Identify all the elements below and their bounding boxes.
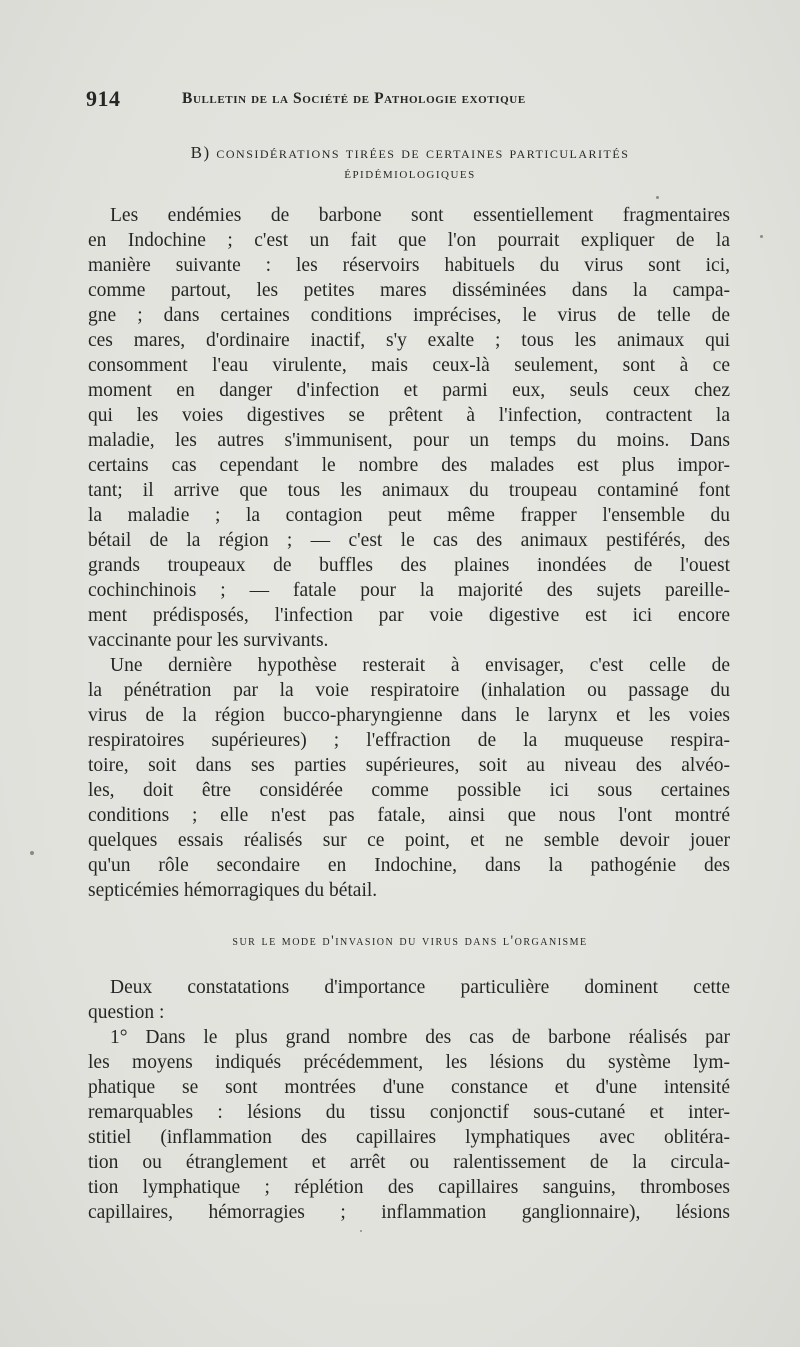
text-line: capillaires, hémorragies ; inflammation ganglionnaire), lésions (88, 1202, 730, 1223)
text-line: Une dernière hypothèse resterait à envisager, c'est celle de (110, 655, 730, 676)
text-line: 1° Dans le plus grand nombre des cas de barbone réalisés par (110, 1027, 730, 1048)
section-b-heading-line1: B) considérations tirées de certaines particularités (190, 143, 630, 162)
text-line: qui les voies digestives se prêtent à l'infection, contractent la (88, 405, 730, 426)
text-line: toire, soit dans ses parties supérieures, soit au niveau des alvéo- (88, 755, 730, 776)
text-line: gne ; dans certaines conditions imprécises, le virus de telle de (88, 305, 730, 326)
text-line: consomment l'eau virulente, mais ceux-là seulement, sont à ce (88, 355, 730, 376)
text-line: virus de la région bucco-pharyngienne dans le larynx et les voies (88, 705, 730, 726)
text-line: moment en danger d'infection et parmi eux, seuls ceux chez (88, 380, 730, 401)
text-line: Deux constatations d'importance particulière dominent cette (110, 977, 730, 998)
text-line: les moyens indiqués précédemment, les lésions du système lym- (88, 1052, 730, 1073)
text-line: la maladie ; la contagion peut même frapper l'ensemble du (88, 505, 730, 526)
text-line: en Indochine ; c'est un fait que l'on pourrait expliquer de la (88, 230, 730, 251)
text-line: respiratoires supérieures) ; l'effraction de la muqueuse respira- (88, 730, 730, 751)
text-line: tion ou étranglement et arrêt ou ralentissement de la circula- (88, 1152, 730, 1173)
text-line: phatique se sont montrées d'une constance et d'une intensité (88, 1077, 730, 1098)
text-line: remarquables : lésions du tissu conjonctif sous-cutané et inter- (88, 1102, 730, 1123)
text-line: Les endémies de barbone sont essentiellement fragmentaires (110, 205, 730, 226)
journal-title: Bulletin de la Société de Pathologie exotique (182, 90, 526, 107)
text-line: les, doit être considérée comme possible ici sous certaines (88, 780, 730, 801)
page-number: 914 (86, 86, 121, 111)
text-line: tant; il arrive que tous les animaux du troupeau contaminé font (88, 480, 730, 501)
text-line: qu'un rôle secondaire en Indochine, dans la pathogénie des (88, 855, 730, 876)
running-head (86, 86, 736, 116)
text-line: conditions ; elle n'est pas fatale, ainsi que nous l'ont montré (88, 805, 730, 826)
text-line: comme partout, les petites mares disséminées dans la campa- (88, 280, 730, 301)
section-b-heading-line2: épidémiologiques (344, 166, 476, 182)
text-line: la pénétration par la voie respiratoire (inhalation ou passage du (88, 680, 730, 701)
text-line: quelques essais réalisés sur ce point, et ne semble devoir jouer (88, 830, 730, 851)
text-line: tion lymphatique ; réplétion des capillaires sanguins, thromboses (88, 1177, 730, 1198)
text-line: certains cas cependant le nombre des malades est plus impor- (88, 455, 730, 476)
text-line: bétail de la région ; — c'est le cas des animaux pestiférés, des (88, 530, 730, 551)
text-line: cochinchinois ; — fatale pour la majorité des sujets pareille- (88, 580, 730, 601)
text-line: grands troupeaux de buffles des plaines inondées de l'ouest (88, 555, 730, 576)
text-line: stitiel (inflammation des capillaires lymphatiques avec oblitéra- (88, 1127, 730, 1148)
section-invasion-heading: sur le mode d'invasion du virus dans l'organisme (232, 933, 588, 949)
text-line: manière suivante : les réservoirs habituels du virus sont ici, (88, 255, 730, 276)
text-line: maladie, les autres s'immunisent, pour un temps du moins. Dans (88, 430, 730, 451)
text-line: vaccinante pour les survivants. (88, 630, 329, 651)
text-line: ment prédisposés, l'infection par voie digestive est ici encore (88, 605, 730, 626)
text-line: ces mares, d'ordinaire inactif, s'y exalte ; tous les animaux qui (88, 330, 730, 351)
text-line: septicémies hémorragiques du bétail. (88, 880, 378, 901)
text-line: question : (88, 1002, 165, 1023)
